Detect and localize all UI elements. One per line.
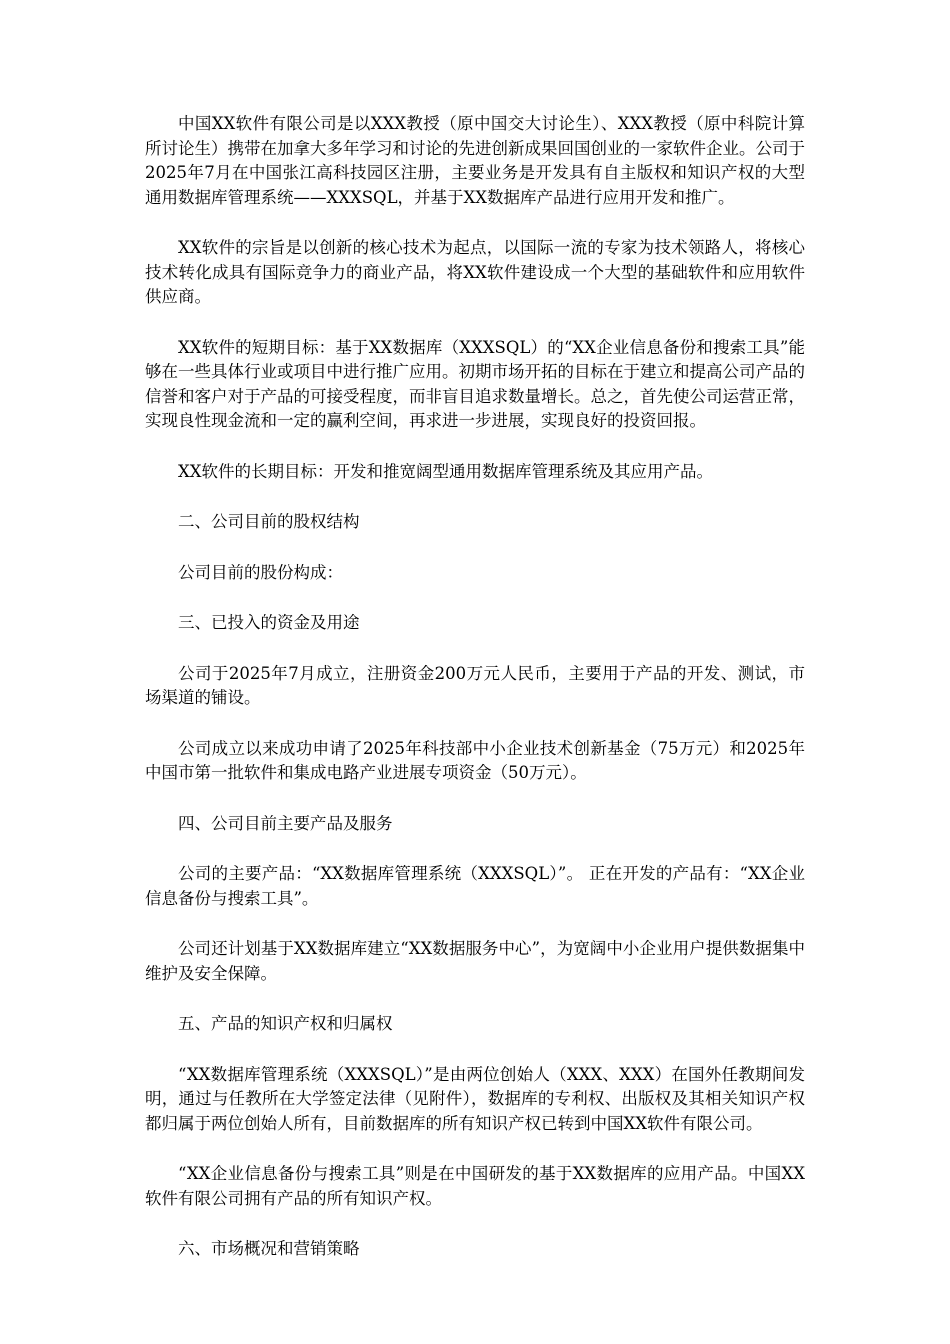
paragraph-ip-backup-tool: “XX企业信息备份与搜索工具”则是在中国研发的基于XX数据库的应用产品。中国XX软件有限公司拥有产品的所有知识产权。: [145, 1164, 805, 1208]
paragraph-short-term-goal: XX软件的短期目标：基于XX数据库（XXXSQL）的“XX企业信息备份和搜索工具”能够在一些具体行业或项目中进行推广应用。初期市场开拓的目标在于建立和提高公司产品的信誉和客户对于产品的可接受程度，而非盲目追求数量增长。总之，首先使公司运营正常，实现良性现金流和一定的赢利空间，再求进一步进展，实现良好的投资回报。: [145, 337, 805, 430]
paragraph-mission: XX软件的宗旨是以创新的核心技术为起点，以国际一流的专家为技术领路人，将核心技术转化成具有国际竞争力的商业产品，将XX软件建设成一个大型的基础软件和应用软件供应商。: [145, 238, 805, 306]
paragraph-share-composition: 公司目前的股份构成：: [178, 562, 343, 582]
paragraph-main-products: 公司的主要产品：“XX数据库管理系统（XXXSQL）”。 正在开发的产品有：“XX企业信息备份与搜索工具”。: [145, 864, 805, 908]
paragraph-ip-database: “XX数据库管理系统（XXXSQL）”是由两位创始人（XXX、XXX）在国外任教期间发明，通过与任教所在大学签定法律（见附件），数据库的专利权、出版权及其相关知识产权都归属于两位创始人所有，目前数据库的所有知识产权已转到中国XX软件有限公司。: [145, 1064, 805, 1133]
section-heading-ip: 五、产品的知识产权和归属权: [178, 1014, 393, 1033]
paragraph-data-service-plan: 公司还计划基于XX数据库建立“XX数据服务中心”，为宽阔中小企业用户提供数据集中维护及安全保障。: [145, 939, 805, 983]
section-heading-market: 六、市场概况和营销策略: [178, 1239, 360, 1258]
paragraph-funding-grants: 公司成立以来成功申请了2025年科技部中小企业技术创新基金（75万元）和2025年中国市第一批软件和集成电路产业进展专项资金（50万元）。: [145, 738, 805, 782]
paragraph-registration-capital: 公司于2025年7月成立，注册资金200万元人民币，主要用于产品的开发、测试，市场渠道的铺设。: [145, 663, 805, 707]
paragraph-company-intro: 中国XX软件有限公司是以XXX教授（原中国交大讨论生）、XXX教授（原中科院计算所讨论生）携带在加拿大多年学习和讨论的先进创新成果回国创业的一家软件企业。公司于2025年7月在中国张江高科技园区注册，主要业务是开发具有自主版权和知识产权的大型通用数据库管理系统——XXXSQL，并基于XX数据库产品进行应用开发和推广。: [145, 114, 805, 207]
section-heading-products: 四、公司目前主要产品及服务: [178, 813, 393, 833]
paragraph-long-term-goal: XX软件的长期目标：开发和推宽阔型通用数据库管理系统及其应用产品。: [178, 461, 713, 481]
section-heading-funds: 三、已投入的资金及用途: [178, 613, 360, 632]
section-heading-equity: 二、公司目前的股权结构: [178, 512, 360, 531]
document-body: [145, 112, 805, 1288]
